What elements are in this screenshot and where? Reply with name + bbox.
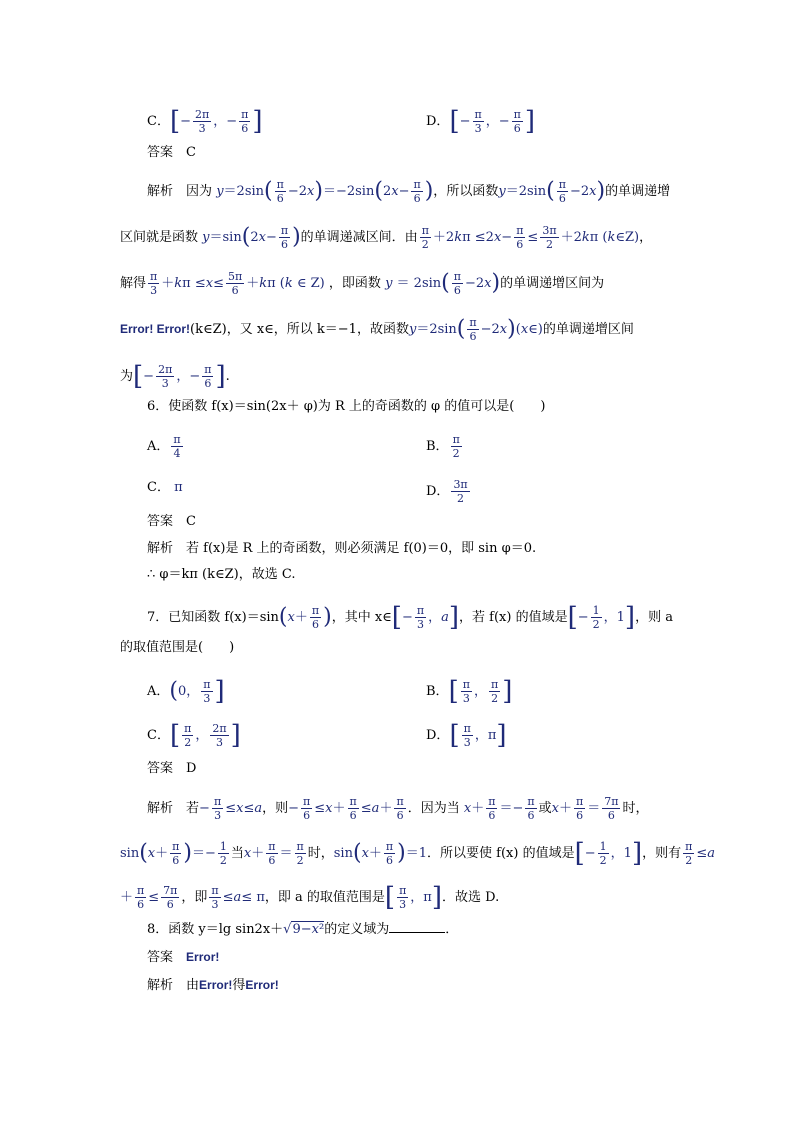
q7-stem-line-2: 的取值范围是( ) bbox=[120, 640, 235, 655]
q7-answer: 答案 D bbox=[147, 761, 197, 776]
q7-analysis-line-2: sin(x＋ $\frac{\pi}{6}$ )＝− $\frac{1}{2}$ 当x＋ $\frac{\pi}{6}$ ＝ $\frac{\pi}{2}$ 时，sin(x＋ $\frac{\pi}{6}$ )＝1．所以要使 f(x) 的值域是[− $\frac{1}{2}$ ，1]，则有 $\frac{\pi}{2}$ ≤a bbox=[120, 838, 716, 869]
q5-analysis-line-1: 解析 因为 y＝2sin( $\frac{\pi}{6}$ −2x)＝−2sin(2x− $\frac{\pi}{6}$ )，所以函数y＝2sin( $\frac{\pi}{6}$ −2x)的单调递增 bbox=[147, 178, 671, 205]
q5-analysis-line-4: Error! Error!(k∈Z)，又 x∈，所以 k＝−1，故函数y＝2sin( $\frac{\pi}{6}$ −2x)(x∈)的单调递增区间 bbox=[120, 316, 634, 343]
q6-analysis-line-1: 解析 若 f(x)是 R 上的奇函数，则必须满足 f(0)＝0，即 sin φ＝0. bbox=[147, 541, 537, 556]
q7-analysis-line-1: 解析 若− $\frac{\pi}{3}$ ≤x≤a，则− $\frac{\pi}{6}$ ≤x＋ $\frac{\pi}{6}$ ≤a＋ $\frac{\pi}{6}$ ．因为当 x＋ $\frac{\pi}{6}$ ＝− $\frac{\pi}{6}$ 或x＋ $\frac{\pi}{6}$ ＝ $\frac{7\pi}{6}$ 时， bbox=[147, 795, 649, 822]
q6-stem: 6．使函数 f(x)＝sin(2x＋ φ)为 R 上的奇函数的 φ 的值可以是( ) bbox=[147, 399, 546, 414]
q6-option-c: C． π bbox=[147, 480, 183, 495]
q6-answer: 答案 C bbox=[147, 514, 196, 529]
q7-option-b: B．[ $\frac{\pi}{3}$ ， $\frac{\pi}{2}$ ] bbox=[426, 676, 513, 707]
q5-answer: 答案 C bbox=[147, 145, 196, 160]
q5-analysis-line-5: 为[− $\frac{2\pi}{3}$ ，− $\frac{\pi}{6}$ ]. bbox=[120, 361, 230, 392]
q5-analysis-line-2: 区间就是函数 y＝sin(2x− $\frac{\pi}{6}$ )的单调递减区间．由 $\frac{\pi}{2}$ ＋2kπ ≤2x− $\frac{\pi}{6}$ ≤ $\frac{3\pi}{2}$ ＋2kπ (k∈Z)， bbox=[120, 224, 653, 251]
q7-stem-line-1: 7．已知函数 f(x)＝sin(x＋ $\frac{\pi}{6}$ )，其中 x∈[− $\frac{\pi}{3}$ ，a]，若 f(x) 的值域是[− $\frac{1}{2}$ ，1]，则 a bbox=[147, 602, 673, 633]
q5-option-c: C．[− $\frac{2\pi}{3}$ ，− $\frac{\pi}{6}$ ] bbox=[147, 106, 263, 137]
q6-option-d: D． $\frac{3\pi}{2}$ bbox=[426, 478, 468, 505]
answer-blank bbox=[389, 920, 445, 933]
q7-analysis-line-3: ＋ $\frac{\pi}{6}$ ≤ $\frac{7\pi}{6}$ ，即 $\frac{\pi}{3}$ ≤a≤ π，即 a 的取值范围是[ $\frac{\pi}{3}$ ，π]．故选 D. bbox=[120, 882, 500, 913]
q7-option-c: C．[ $\frac{\pi}{2}$ ， $\frac{2\pi}{3}$ ] bbox=[147, 720, 241, 751]
q8-analysis: 解析 由Error!得Error! bbox=[147, 978, 279, 993]
q7-option-a: A．(0， $\frac{\pi}{3}$ ] bbox=[147, 676, 225, 707]
q5-analysis-line-3: 解得 $\frac{\pi}{3}$ ＋kπ ≤x≤ $\frac{5\pi}{6}$ ＋kπ (k ∈ Z) ，即函数 y ＝ 2sin( $\frac{\pi}{6}$ −2x)的单调递增区间为 bbox=[120, 270, 605, 297]
q6-option-a: A． $\frac{\pi}{4}$ bbox=[147, 433, 181, 460]
q6-analysis-line-2: ∴ φ＝kπ (k∈Z)，故选 C. bbox=[147, 567, 296, 582]
q8-answer: 答案 Error! bbox=[147, 950, 220, 965]
q6-option-b: B． $\frac{\pi}{2}$ bbox=[426, 433, 460, 460]
q8-stem: 8．函数 y＝lg sin2x＋√9−x²的定义域为 ． bbox=[147, 922, 459, 937]
q5-option-d: D．[− $\frac{\pi}{3}$ ，− $\frac{\pi}{6}$ ] bbox=[426, 106, 536, 137]
q7-option-d: D．[ $\frac{\pi}{3}$ ，π] bbox=[426, 720, 507, 751]
